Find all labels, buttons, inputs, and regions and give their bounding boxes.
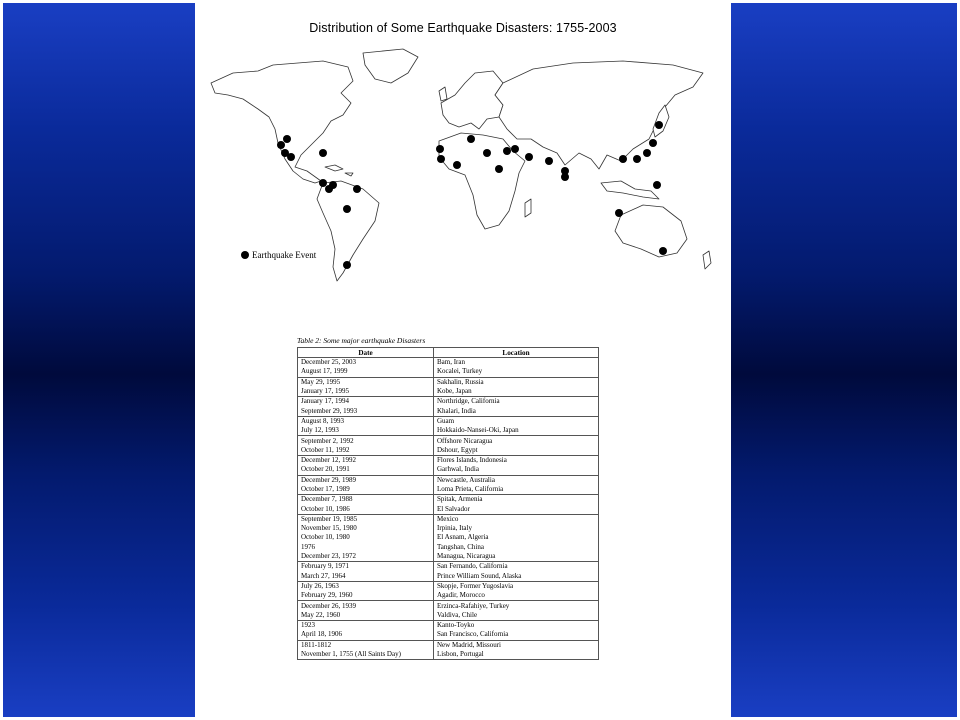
event-marker [495,165,503,173]
table-row [298,611,599,621]
table-row [298,601,599,611]
indonesia-landmass [601,181,659,199]
location-cell: Lisbon, Portugal [434,650,599,660]
date-cell: March 27, 1964 [298,572,434,582]
location-cell: Managua, Nicaragua [434,552,599,562]
table-row [298,650,599,660]
location-cell: San Fernando, California [434,562,599,572]
map-legend [241,250,316,260]
event-marker [643,149,651,157]
event-marker [511,145,519,153]
location-cell: Newcastle, Australia [434,475,599,485]
table-row [298,591,599,601]
location-cell: New Madrid, Missouri [434,640,599,650]
europe-landmass [441,71,503,129]
event-marker [467,135,475,143]
location-cell: Kobe, Japan [434,387,599,397]
event-marker [483,149,491,157]
location-cell: Agadir, Morocco [434,591,599,601]
australia-landmass [615,205,687,257]
location-cell: Khalari, India [434,406,599,416]
table-row [298,358,599,368]
table-row [298,387,599,397]
date-cell: July 26, 1963 [298,581,434,591]
event-marker [561,173,569,181]
location-cell: Sakhalin, Russia [434,377,599,387]
date-cell: December 12, 1992 [298,455,434,465]
location-cell: Flores Islands, Indonesia [434,455,599,465]
location-cell: Prince William Sound, Alaska [434,572,599,582]
date-cell: December 7, 1988 [298,495,434,505]
table-row [298,406,599,416]
date-cell: January 17, 1994 [298,397,434,407]
table-row [298,524,599,533]
event-marker [453,161,461,169]
date-cell: April 18, 1906 [298,630,434,640]
caribbean-islands [325,165,353,176]
table-row [298,446,599,456]
new-zealand-landmass [703,251,711,269]
table-row [298,495,599,505]
location-cell: Kocalei, Turkey [434,367,599,377]
event-marker [633,155,641,163]
location-cell: Loma Prieta, California [434,485,599,495]
asia-landmass [495,61,703,169]
date-cell: December 26, 1939 [298,601,434,611]
date-cell: October 10, 1986 [298,504,434,514]
legend-label: Earthquake Event [252,250,317,260]
world-map [203,43,715,283]
date-cell: December 29, 1989 [298,475,434,485]
date-cell: September 19, 1985 [298,514,434,524]
date-cell: February 9, 1971 [298,562,434,572]
event-marker [353,185,361,193]
location-cell: El Salvador [434,504,599,514]
date-cell: January 17, 1995 [298,387,434,397]
slide-content-panel [195,3,731,717]
date-cell: December 23, 1972 [298,552,434,562]
location-cell: Valdiva, Chile [434,611,599,621]
location-cell: Offshore Nicaragua [434,436,599,446]
madagascar-landmass [525,199,531,217]
event-marker [343,205,351,213]
event-marker [649,139,657,147]
date-cell: November 15, 1980 [298,524,434,533]
event-marker [659,247,667,255]
location-cell: Guam [434,416,599,426]
table-row [298,621,599,631]
location-cell: El Asnam, Algeria [434,533,599,542]
date-cell: May 29, 1995 [298,377,434,387]
table-row [298,436,599,446]
north-america-landmass [211,61,353,183]
event-marker [503,147,511,155]
location-cell: Northridge, California [434,397,599,407]
map-title: Distribution of Some Earthquake Disasters: 1755-2003 [309,21,617,35]
date-cell: 1976 [298,543,434,552]
table-row [298,475,599,485]
legend-marker-icon [241,251,249,259]
uk-landmass [439,87,447,101]
date-cell: 1923 [298,621,434,631]
date-cell: September 29, 1993 [298,406,434,416]
table-row [298,367,599,377]
table-row [298,426,599,436]
location-cell: Garhwal, India [434,465,599,475]
location-cell: Dshour, Egypt [434,446,599,456]
event-marker [277,141,285,149]
table-row [298,552,599,562]
date-cell: August 17, 1999 [298,367,434,377]
table-caption: Table 2: Some major earthquake Disasters [297,336,426,345]
table-row [298,640,599,650]
location-cell: Tangshan, China [434,543,599,552]
event-marker [545,157,553,165]
date-cell: September 2, 1992 [298,436,434,446]
location-cell: Kanto-Toyko [434,621,599,631]
event-marker [437,155,445,163]
table-row [298,504,599,514]
greenland-landmass [363,49,418,83]
event-marker [525,153,533,161]
table-row [298,455,599,465]
location-cell: Spitak, Armenia [434,495,599,505]
date-cell: October 11, 1992 [298,446,434,456]
event-marker [319,149,327,157]
event-marker [329,181,337,189]
table-header-row [298,348,599,358]
date-cell: October 17, 1989 [298,485,434,495]
table-row [298,533,599,542]
event-marker [283,135,291,143]
location-cell: Hokkaido-Nansei-Oki, Japan [434,426,599,436]
event-marker [436,145,444,153]
table-row [298,514,599,524]
table-row [298,581,599,591]
event-marker [319,179,327,187]
location-cell: Mexico [434,514,599,524]
table-row [298,562,599,572]
location-cell: Skopje, Former Yugoslavia [434,581,599,591]
date-cell: August 8, 1993 [298,416,434,426]
date-cell: May 22, 1960 [298,611,434,621]
event-marker [619,155,627,163]
earthquake-table [297,347,599,660]
date-cell: December 25, 2003 [298,358,434,368]
date-cell: July 12, 1993 [298,426,434,436]
location-cell: Erzinca-Rafahiye, Turkey [434,601,599,611]
date-cell: February 29, 1960 [298,591,434,601]
location-cell: Irpinia, Italy [434,524,599,533]
column-header-date: Date [298,348,434,358]
date-cell: November 1, 1755 (All Saints Day) [298,650,434,660]
date-cell: October 20, 1991 [298,465,434,475]
table-row [298,630,599,640]
table-row [298,485,599,495]
column-header-location: Location [434,348,599,358]
table-row [298,465,599,475]
event-marker [343,261,351,269]
date-cell: October 10, 1980 [298,533,434,542]
event-marker [653,181,661,189]
table-row [298,377,599,387]
table-row [298,572,599,582]
table-row [298,416,599,426]
event-marker [615,209,623,217]
date-cell: 1811-1812 [298,640,434,650]
table-row [298,397,599,407]
table-row [298,543,599,552]
location-cell: San Francisco, California [434,630,599,640]
event-marker [287,153,295,161]
event-marker [655,121,663,129]
location-cell: Bam, Iran [434,358,599,368]
